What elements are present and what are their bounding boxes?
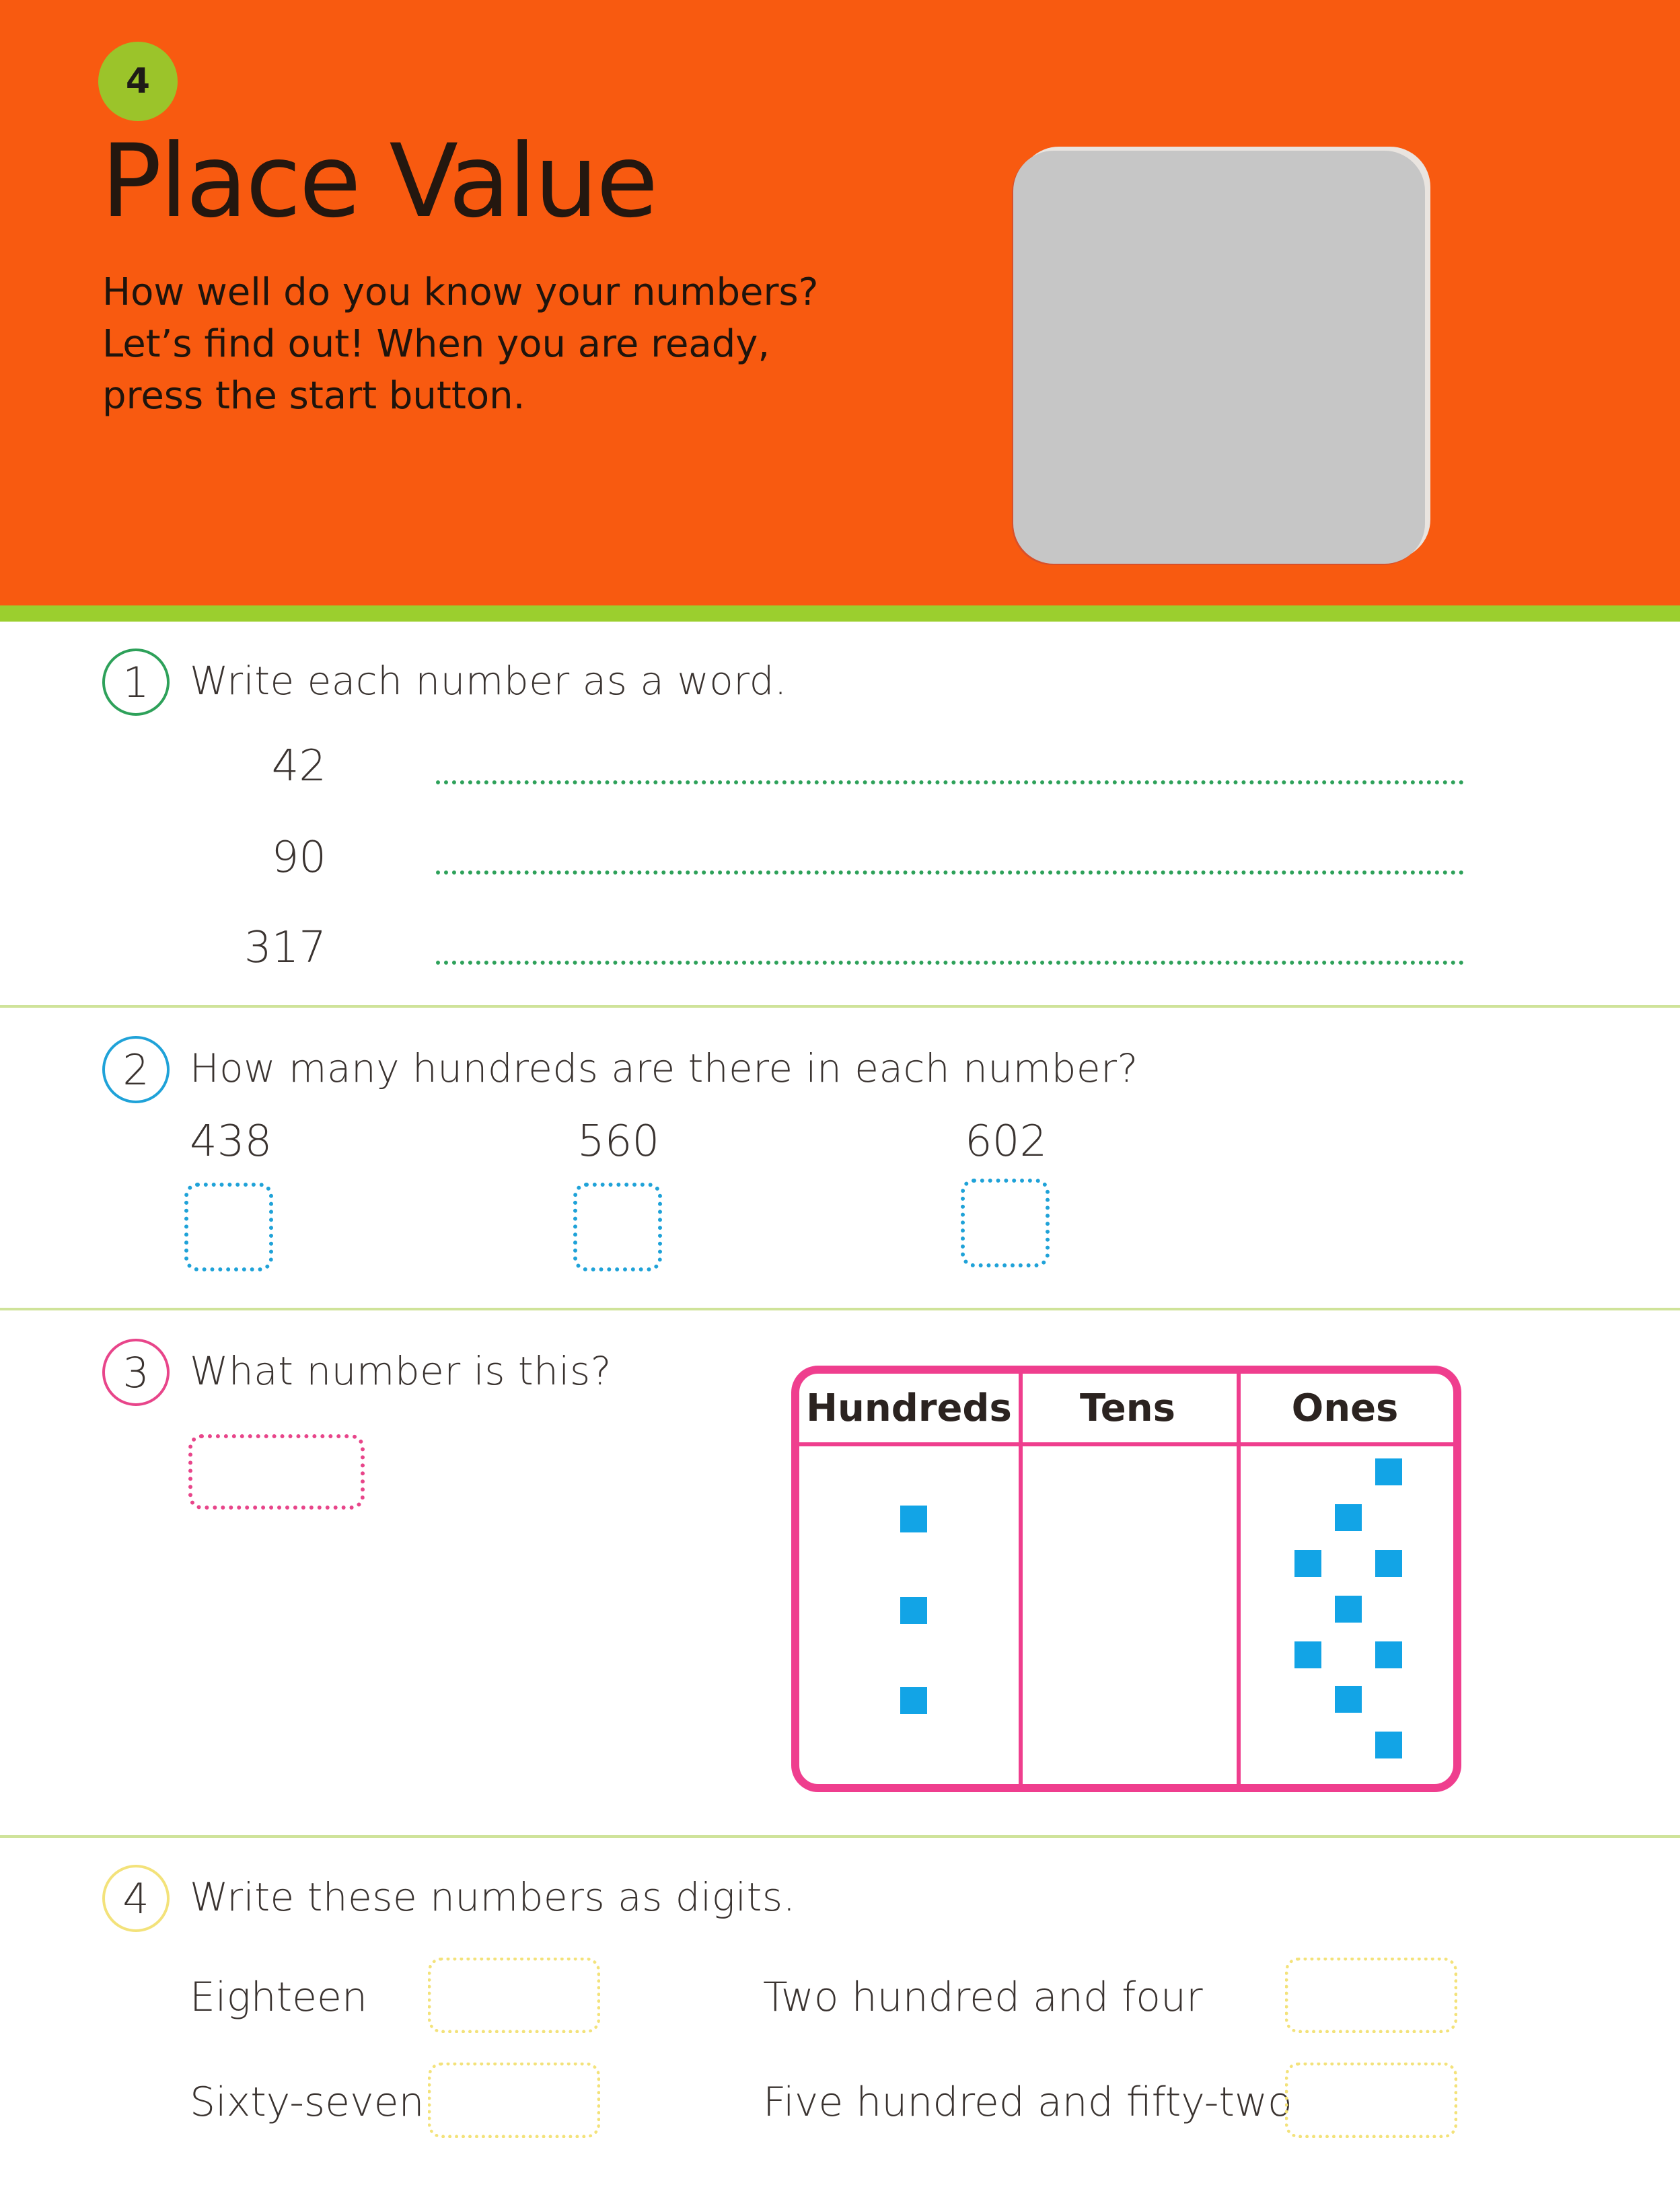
screen-window: [1013, 151, 1425, 564]
q1-answer-line-3[interactable]: [436, 961, 1464, 965]
q1-number-42: 42: [271, 741, 326, 791]
q3-answer-box[interactable]: [188, 1434, 365, 1510]
q2-number-602: 602: [965, 1117, 1048, 1166]
table-divider-2: [1237, 1374, 1241, 1784]
intro-text: [102, 266, 977, 422]
intro-line-2: Let’s find out! When you are ready,: [102, 322, 770, 366]
ones-cube: [1375, 1458, 1402, 1485]
ones-cube: [1335, 1686, 1362, 1713]
ones-cube: [1294, 1550, 1321, 1577]
hundreds-column: [799, 1374, 1019, 1784]
hundreds-header: Hundreds: [799, 1374, 1019, 1446]
tens-column: [1019, 1374, 1237, 1784]
q2-answer-box-1[interactable]: [184, 1183, 273, 1271]
question-2-number: 2: [102, 1036, 170, 1103]
header-divider: [0, 605, 1680, 622]
q4-answer-box-1[interactable]: [428, 1958, 600, 2033]
q1-answer-line-1[interactable]: [436, 780, 1464, 784]
question-2-prompt: How many hundreds are there in each number?: [190, 1045, 1138, 1091]
tens-header: Tens: [1019, 1374, 1237, 1446]
q2-number-560: 560: [577, 1117, 660, 1166]
q4-word-sixty-seven: Sixty-seven: [190, 2079, 425, 2126]
hundreds-cube: [900, 1687, 927, 1714]
question-1-number: 1: [102, 648, 170, 716]
hundreds-cube: [900, 1597, 927, 1624]
question-1-prompt: Write each number as a word.: [190, 658, 787, 704]
intro-line-3: press the start button.: [102, 374, 525, 418]
q1-answer-line-2[interactable]: [436, 870, 1464, 875]
q4-word-five-hundred-fifty-two: Five hundred and fifty-two: [763, 2079, 1292, 2126]
section-divider-1: [0, 1005, 1680, 1008]
ones-cube: [1375, 1550, 1402, 1577]
ones-cube: [1335, 1504, 1362, 1531]
section-divider-3: [0, 1835, 1680, 1838]
ones-column: [1237, 1374, 1453, 1784]
question-3-prompt: What number is this?: [190, 1348, 612, 1394]
question-4-prompt: Write these numbers as digits.: [190, 1874, 796, 1920]
hundreds-cube: [900, 1506, 927, 1532]
ones-cube: [1375, 1641, 1402, 1668]
q4-word-two-hundred-four: Two hundred and four: [763, 1974, 1203, 2021]
question-3-number: 3: [102, 1339, 170, 1406]
intro-line-1: How well do you know your numbers?: [102, 270, 819, 314]
ones-header: Ones: [1237, 1374, 1453, 1446]
q1-number-90: 90: [271, 833, 326, 883]
q4-word-eighteen: Eighteen: [190, 1974, 367, 2021]
q4-answer-box-3[interactable]: [1285, 1958, 1457, 2033]
header-banner: [0, 0, 1680, 605]
q1-number-317: 317: [244, 923, 326, 973]
table-divider-1: [1019, 1374, 1023, 1784]
q2-answer-box-2[interactable]: [573, 1183, 662, 1271]
q2-answer-box-3[interactable]: [961, 1179, 1050, 1267]
ones-cube: [1375, 1732, 1402, 1758]
place-value-table: [791, 1366, 1461, 1792]
question-4-number: 4: [102, 1865, 170, 1932]
q4-answer-box-2[interactable]: [428, 2063, 600, 2138]
ones-cube: [1294, 1641, 1321, 1668]
section-divider-2: [0, 1308, 1680, 1310]
ones-cube: [1335, 1596, 1362, 1623]
page-title: Place Value: [101, 123, 657, 240]
page-number-badge: 4: [98, 42, 178, 121]
q2-number-438: 438: [190, 1117, 272, 1166]
q4-answer-box-4[interactable]: [1285, 2063, 1457, 2138]
